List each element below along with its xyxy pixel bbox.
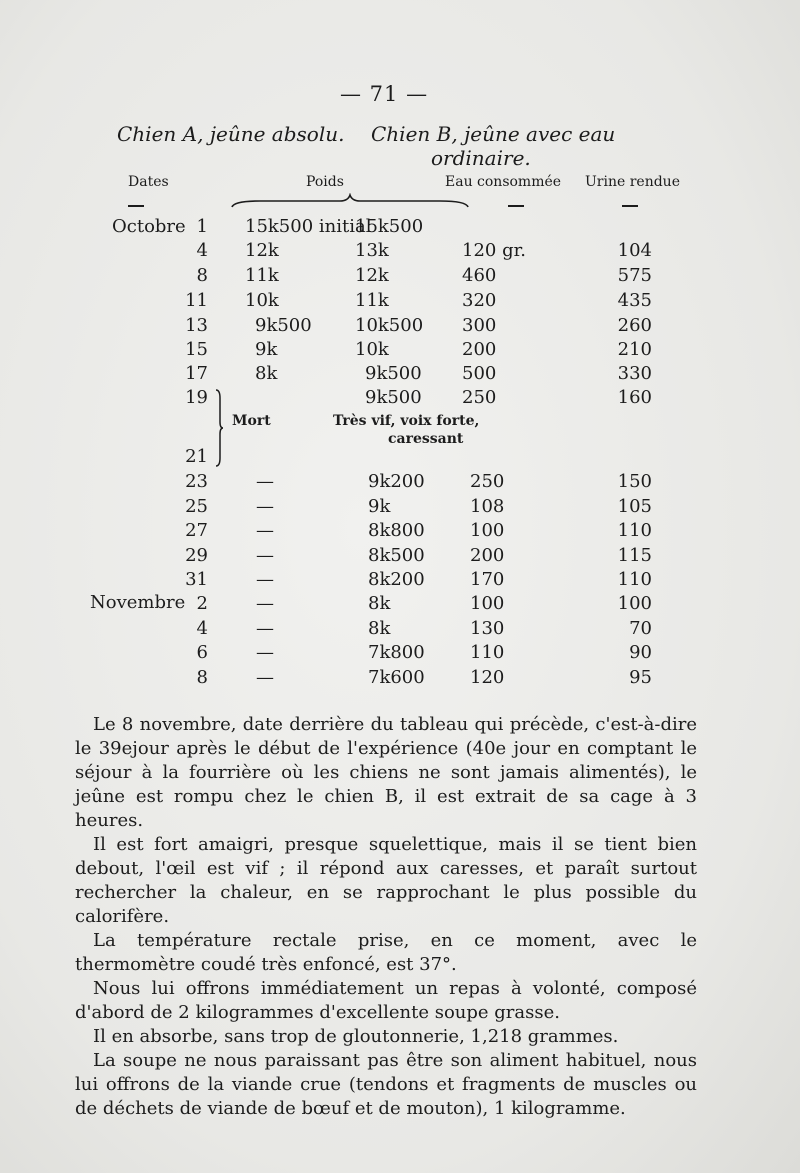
cell-weight-b: 8k bbox=[368, 618, 391, 639]
cell-eau: 120 bbox=[470, 667, 505, 688]
cell-weight-b: 7k800 bbox=[368, 642, 425, 663]
cell-day: 11 bbox=[185, 290, 208, 311]
note-mort: Mort bbox=[232, 413, 271, 429]
cell-weight-b: 9k200 bbox=[368, 471, 425, 492]
cell-day: 4 bbox=[196, 240, 208, 261]
cell-urine: 115 bbox=[617, 545, 652, 566]
note-tres-vif-1: Très vif, voix forte, bbox=[333, 413, 480, 429]
cell-weight-a: 10k bbox=[245, 290, 279, 311]
header-rule-dates bbox=[128, 205, 144, 207]
cell-weight-a: 9k500 bbox=[255, 315, 312, 336]
cell-weight-b: 7k600 bbox=[368, 667, 425, 688]
paragraph: Le 8 novembre, date derrière du tableau qui précède, c'est-à-dire le 39ejour après le début de l'expérience (40e jour en comptant le séjour à la fourrière où les chiens ne sont jamais alimentés), le jeûne est rompu chez le chien B, il est extrait de sa cage à 3 heures. bbox=[75, 714, 697, 831]
cell-urine: 95 bbox=[629, 667, 652, 688]
cell-eau: 100 bbox=[470, 520, 505, 541]
cell-day: 13 bbox=[185, 315, 208, 336]
paragraph: Il en absorbe, sans trop de gloutonnerie, 1,218 grammes. bbox=[93, 1026, 619, 1047]
cell-day: 15 bbox=[185, 339, 208, 360]
cell-weight-b: 10k500 bbox=[355, 315, 424, 336]
cell-day: 25 bbox=[185, 496, 208, 517]
cell-urine: 100 bbox=[617, 593, 652, 614]
cell-eau: 250 bbox=[462, 387, 497, 408]
cell-day: 6 bbox=[196, 642, 208, 663]
cell-weight-b: 9k500 bbox=[365, 363, 422, 384]
cell-urine: 70 bbox=[629, 618, 652, 639]
cell-eau: 170 bbox=[470, 569, 505, 590]
cell-eau: 200 bbox=[462, 339, 497, 360]
col-header-eau: Eau consommée bbox=[445, 174, 562, 190]
cell-weight-b: 8k bbox=[368, 593, 391, 614]
cell-weight-a: — bbox=[256, 496, 274, 517]
cell-eau: 250 bbox=[470, 471, 505, 492]
cell-weight-a: 8k bbox=[255, 363, 278, 384]
cell-eau: 320 bbox=[462, 290, 497, 311]
poids-brace-icon bbox=[230, 193, 470, 211]
body-text bbox=[75, 713, 697, 1121]
paragraph: La soupe ne nous paraissant pas être son aliment habituel, nous lui offrons de la viande crue (tendons et fragments de muscles ou de déchets de viande de bœuf et de mouton), 1 kilogramme. bbox=[75, 1050, 697, 1119]
col-header-poids: Poids bbox=[306, 174, 344, 190]
cell-weight-a: — bbox=[256, 545, 274, 566]
cell-urine: 260 bbox=[617, 315, 652, 336]
cell-urine: 210 bbox=[617, 339, 652, 360]
cell-day: 23 bbox=[185, 471, 208, 492]
cell-weight-b: 10k bbox=[355, 339, 389, 360]
cell-weight-a: 11k bbox=[245, 265, 279, 286]
page-number: — 71 — bbox=[340, 82, 429, 106]
cell-urine: 160 bbox=[617, 387, 652, 408]
note-tres-vif-2: caressant bbox=[388, 431, 464, 447]
cell-eau: 500 bbox=[462, 363, 497, 384]
dog-b-heading-line2: ordinaire. bbox=[431, 146, 531, 170]
cell-eau: 108 bbox=[470, 496, 505, 517]
cell-weight-a: — bbox=[256, 569, 274, 590]
cell-weight-b: 13k bbox=[355, 240, 389, 261]
cell-weight-a: — bbox=[256, 667, 274, 688]
col-header-urine: Urine rendue bbox=[585, 174, 680, 190]
paragraph: Nous lui offrons immédiatement un repas à volonté, composé d'abord de 2 kilogrammes d'excellente soupe grasse. bbox=[75, 978, 697, 1023]
cell-eau: 460 bbox=[462, 265, 497, 286]
header-rule-urine bbox=[622, 205, 638, 207]
cell-urine: 435 bbox=[617, 290, 652, 311]
cell-urine: 110 bbox=[617, 569, 652, 590]
cell-weight-b: 12k bbox=[355, 265, 389, 286]
cell-weight-a: — bbox=[256, 642, 274, 663]
cell-weight-a: — bbox=[256, 593, 274, 614]
cell-urine: 150 bbox=[617, 471, 652, 492]
cell-weight-b: 9k bbox=[368, 496, 391, 517]
cell-eau: 110 bbox=[470, 642, 505, 663]
cell-weight-b: 8k200 bbox=[368, 569, 425, 590]
cell-weight-a: 9k bbox=[255, 339, 278, 360]
cell-urine: 105 bbox=[617, 496, 652, 517]
cell-day: 29 bbox=[185, 545, 208, 566]
cell-weight-a: — bbox=[256, 471, 274, 492]
cell-day: 31 bbox=[185, 569, 208, 590]
cell-eau: 120 gr. bbox=[462, 240, 526, 261]
dog-a-heading: Chien A, jeûne absolu. bbox=[117, 122, 345, 146]
cell-day: 8 bbox=[196, 265, 208, 286]
cell-day: 4 bbox=[196, 618, 208, 639]
cell-weight-b: 9k500 bbox=[365, 387, 422, 408]
cell-eau: 130 bbox=[470, 618, 505, 639]
cell-weight-a: 12k bbox=[245, 240, 279, 261]
cell-day: 19 bbox=[185, 387, 208, 408]
cell-eau: 100 bbox=[470, 593, 505, 614]
dog-b-heading bbox=[371, 122, 631, 170]
paragraph: Il est fort amaigri, presque squelettique, mais il se tient bien debout, l'œil est vif ; il répond aux caresses, et paraît surtout rechercher la chaleur, en se rapprochant le plus possible du calorifère. bbox=[75, 834, 697, 927]
cell-urine: 575 bbox=[617, 265, 652, 286]
col-header-dates: Dates bbox=[128, 174, 169, 190]
cell-urine: 330 bbox=[617, 363, 652, 384]
cell-weight-b: 8k800 bbox=[368, 520, 425, 541]
month-label-novembre: Novembre bbox=[90, 592, 186, 613]
dog-b-heading-line1: Chien B, jeûne avec eau bbox=[371, 122, 616, 146]
cell-day: 2 bbox=[196, 593, 208, 614]
header-rule-eau bbox=[508, 205, 524, 207]
cell-weight-a: — bbox=[256, 520, 274, 541]
cell-urine: 104 bbox=[617, 240, 652, 261]
cell-day: 8 bbox=[196, 667, 208, 688]
cell-weight-b: 15k500 bbox=[355, 216, 424, 237]
cell-weight-b: 8k500 bbox=[368, 545, 425, 566]
cell-day: 1 bbox=[196, 216, 208, 237]
cell-eau: 300 bbox=[462, 315, 497, 336]
cell-eau: 200 bbox=[470, 545, 505, 566]
cell-day: 21 bbox=[185, 446, 208, 467]
month-label-octobre: Octobre bbox=[112, 216, 186, 237]
paragraph: La température rectale prise, en ce moment, avec le thermomètre coudé très enfoncé, est 37°. bbox=[75, 930, 697, 975]
cell-day: 27 bbox=[185, 520, 208, 541]
vertical-brace-icon bbox=[214, 388, 224, 468]
cell-weight-a: — bbox=[256, 618, 274, 639]
cell-urine: 90 bbox=[629, 642, 652, 663]
cell-weight-b: 11k bbox=[355, 290, 389, 311]
cell-day: 17 bbox=[185, 363, 208, 384]
cell-urine: 110 bbox=[617, 520, 652, 541]
cell-weight-a: 15k500 initial bbox=[245, 216, 372, 237]
